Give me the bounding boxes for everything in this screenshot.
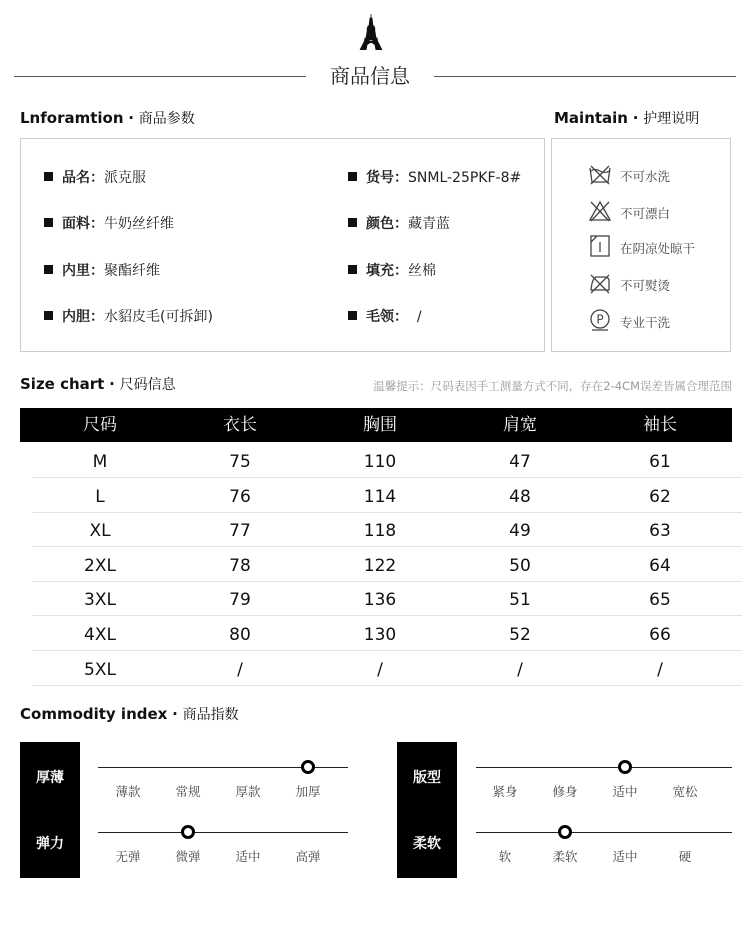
header-chest: 胸围: [363, 415, 397, 435]
header-sleeve: 袖长: [643, 415, 677, 435]
cell-size: L: [95, 486, 105, 507]
commodity-index-title: Commodity index · 商品指数: [20, 705, 239, 723]
scale-line-fit: [476, 767, 732, 768]
scale-option-softness: 硬: [678, 849, 692, 864]
cell-sleeve: 63: [649, 521, 671, 542]
cell-chest: 110: [363, 452, 397, 472]
cell-shoulder: 48: [509, 486, 531, 507]
cell-size: XL: [89, 521, 111, 542]
table-row: [20, 444, 732, 478]
size-note: 温馨提示：尺码表因手工测量方式不同，存在2-4CM误差皆属合理范围: [373, 379, 732, 393]
cell-sleeve: 64: [649, 555, 671, 576]
scale-option-elasticity: 高弹: [295, 849, 321, 864]
eiffel-tower-icon: [358, 14, 384, 50]
table-row: [20, 617, 732, 651]
cell-length: 77: [229, 521, 251, 542]
index-label-elasticity: 弹力: [36, 836, 64, 852]
table-row: [20, 479, 732, 513]
spec-item-number: 货号：SNML-25PKF-8#: [348, 167, 521, 187]
cell-length: /: [237, 659, 243, 680]
cell-size: 5XL: [84, 659, 116, 680]
cell-chest: 122: [363, 555, 397, 576]
scale-option-elasticity: 微弹: [175, 849, 201, 864]
scale-option-thickness: 薄款: [115, 784, 141, 799]
header-line-left: [14, 76, 306, 77]
page-title: 商品信息: [330, 64, 410, 88]
cell-length: 79: [229, 590, 251, 611]
cell-size: M: [92, 452, 108, 472]
cell-length: 76: [229, 486, 251, 507]
header-shoulder: 肩宽: [503, 415, 537, 435]
cell-length: 75: [229, 452, 251, 472]
spec-lining: 内里：聚酯纤维: [44, 260, 160, 280]
shade-dry-icon: [588, 234, 612, 258]
scale-option-thickness: 厚款: [235, 784, 261, 799]
cell-shoulder: 51: [509, 590, 531, 611]
header-length: 衣长: [223, 415, 257, 435]
scale-line-softness: [476, 832, 732, 833]
scale-marker-thickness: [301, 760, 315, 774]
cell-size: 4XL: [84, 625, 116, 645]
spec-fabric: 面料：牛奶丝纤维: [44, 213, 174, 233]
scale-option-fit: 适中: [612, 784, 638, 799]
no-bleach-icon: [588, 199, 612, 223]
cell-sleeve: 61: [649, 452, 671, 472]
index-label-thickness: 厚薄: [36, 770, 64, 786]
scale-line-elasticity: [98, 832, 348, 833]
spec-collar: 毛领： /: [348, 306, 422, 326]
spec-filling: 填充：丝棉: [348, 260, 436, 280]
cell-shoulder: /: [517, 659, 523, 680]
scale-option-fit: 紧身: [492, 784, 518, 799]
cell-length: 80: [229, 625, 251, 645]
cell-shoulder: 52: [509, 625, 531, 645]
table-row: [20, 582, 732, 616]
size-table-header: [20, 408, 732, 442]
index-block-left: [20, 742, 80, 878]
table-row: [20, 548, 732, 582]
scale-option-thickness: 常规: [175, 784, 201, 799]
row-divider: [32, 685, 742, 686]
scale-option-thickness: 加厚: [295, 784, 321, 799]
size-chart-title: Size chart · 尺码信息: [20, 375, 176, 393]
scale-marker-elasticity: [181, 825, 195, 839]
cell-size: 3XL: [84, 590, 116, 611]
scale-marker-softness: [558, 825, 572, 839]
table-row: [20, 652, 732, 686]
cell-length: 78: [229, 555, 251, 576]
cell-chest: 130: [363, 625, 397, 645]
index-label-fit: 版型: [413, 770, 441, 786]
cell-chest: 114: [363, 486, 397, 507]
no-wash-icon: [588, 162, 612, 186]
scale-option-softness: 软: [498, 849, 512, 864]
no-iron-icon: [588, 271, 612, 295]
maintain-section-title: Maintain · 护理说明: [554, 109, 700, 127]
svg-text:P: P: [596, 312, 604, 327]
scale-option-elasticity: 适中: [235, 849, 261, 864]
spec-color: 颜色：藏青蓝: [348, 213, 450, 233]
professional-dryclean-icon: [588, 308, 612, 332]
cell-sleeve: 62: [649, 486, 671, 507]
scale-option-fit: 宽松: [672, 784, 698, 799]
cell-chest: 118: [363, 521, 397, 542]
header-line-right: [434, 76, 736, 77]
index-block-right: [397, 742, 457, 878]
info-section-title: Lnforamtion · 商品参数: [20, 109, 195, 127]
cell-size: 2XL: [84, 555, 116, 576]
scale-option-softness: 柔软: [552, 849, 578, 864]
header-size: 尺码: [83, 415, 117, 435]
cell-chest: /: [377, 659, 383, 680]
scale-option-fit: 修身: [552, 784, 578, 799]
cell-shoulder: 47: [509, 452, 531, 472]
cell-sleeve: 65: [649, 590, 671, 611]
cell-sleeve: /: [657, 659, 663, 680]
index-label-softness: 柔软: [413, 836, 441, 852]
spec-inner: 内胆：水貂皮毛(可拆卸): [44, 306, 213, 326]
scale-marker-fit: [618, 760, 632, 774]
cell-sleeve: 66: [649, 625, 671, 645]
cell-chest: 136: [363, 590, 397, 611]
cell-shoulder: 49: [509, 521, 531, 542]
scale-option-softness: 适中: [612, 849, 638, 864]
spec-name: 品名：派克服: [44, 167, 146, 187]
cell-shoulder: 50: [509, 555, 531, 576]
scale-option-elasticity: 无弹: [115, 849, 141, 864]
table-row: [20, 513, 732, 547]
